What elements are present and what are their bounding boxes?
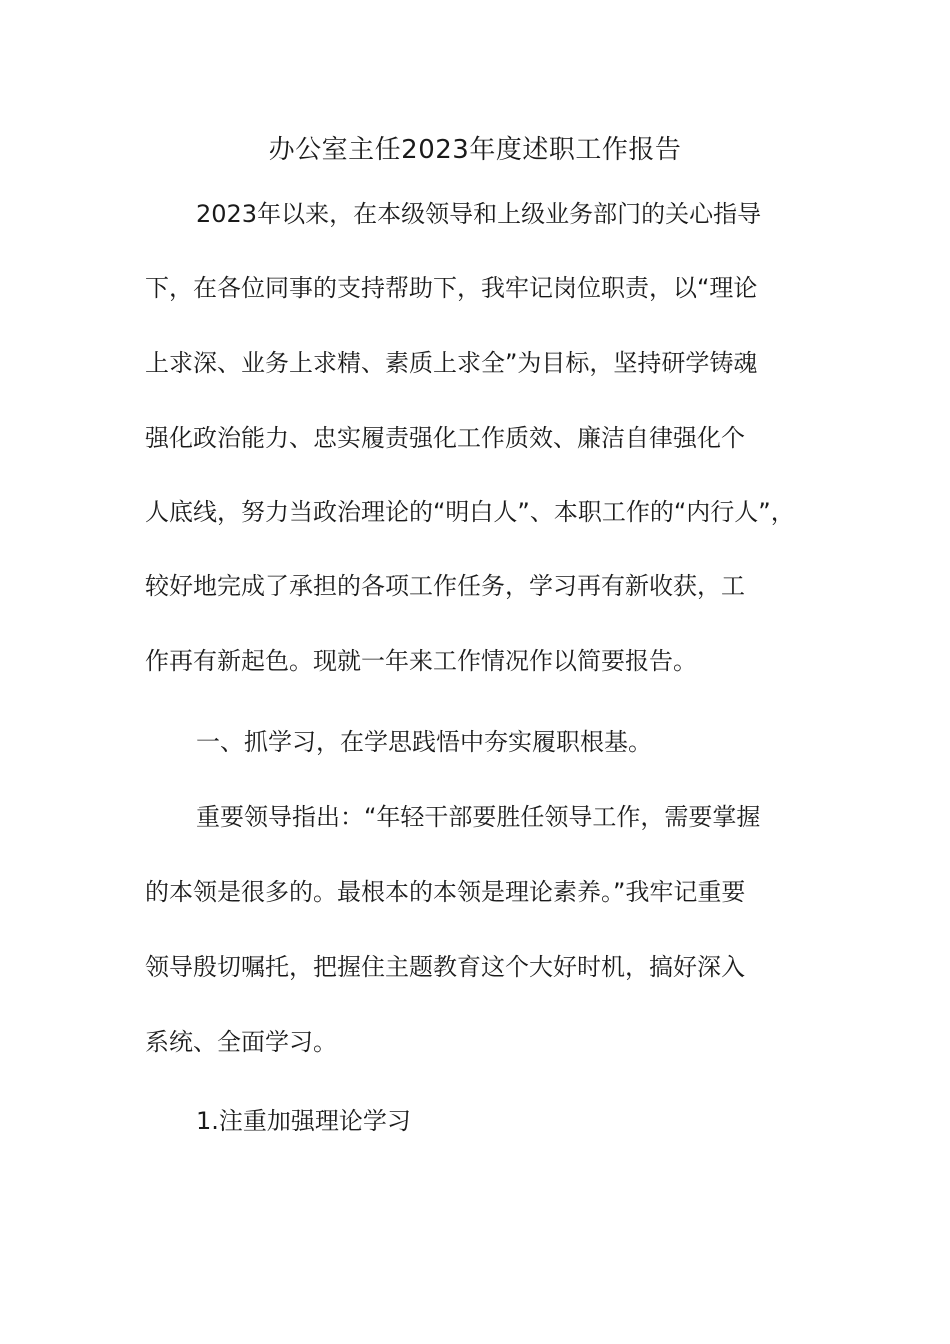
paragraph-line: 强化政治能力、忠实履责强化工作质效、廉洁自律强化个 [145, 424, 745, 452]
paragraph-line: 领导殷切嘱托，把握住主题教育这个大好时机，搞好深入 [145, 953, 745, 981]
paragraph-line: 下，在各位同事的支持帮助下，我牢记岗位职责，以“理论 [145, 274, 758, 302]
paragraph-line: 上求深、业务上求精、素质上求全”为目标，坚持研学铸魂 [145, 349, 758, 377]
paragraph-line: 人底线，努力当政治理论的“明白人”、本职工作的“内行人”， [145, 498, 795, 526]
paragraph-line: 的本领是很多的。最根本的本领是理论素养。”我牢记重要 [145, 878, 746, 906]
paragraph-line: 2023年以来，在本级领导和上级业务部门的关心指导 [196, 200, 762, 228]
section-heading: 一、抓学习，在学思践悟中夯实履职根基。 [196, 728, 652, 756]
subsection-heading: 1.注重加强理论学习 [196, 1107, 411, 1135]
paragraph-line: 作再有新起色。现就一年来工作情况作以简要报告。 [145, 647, 697, 675]
document-title: 办公室主任2023年度述职工作报告 [268, 135, 682, 165]
paragraph-line: 较好地完成了承担的各项工作任务，学习再有新收获，工 [145, 572, 745, 600]
paragraph-line: 重要领导指出：“年轻干部要胜任领导工作，需要掌握 [196, 803, 761, 831]
paragraph-line: 系统、全面学习。 [145, 1028, 337, 1056]
